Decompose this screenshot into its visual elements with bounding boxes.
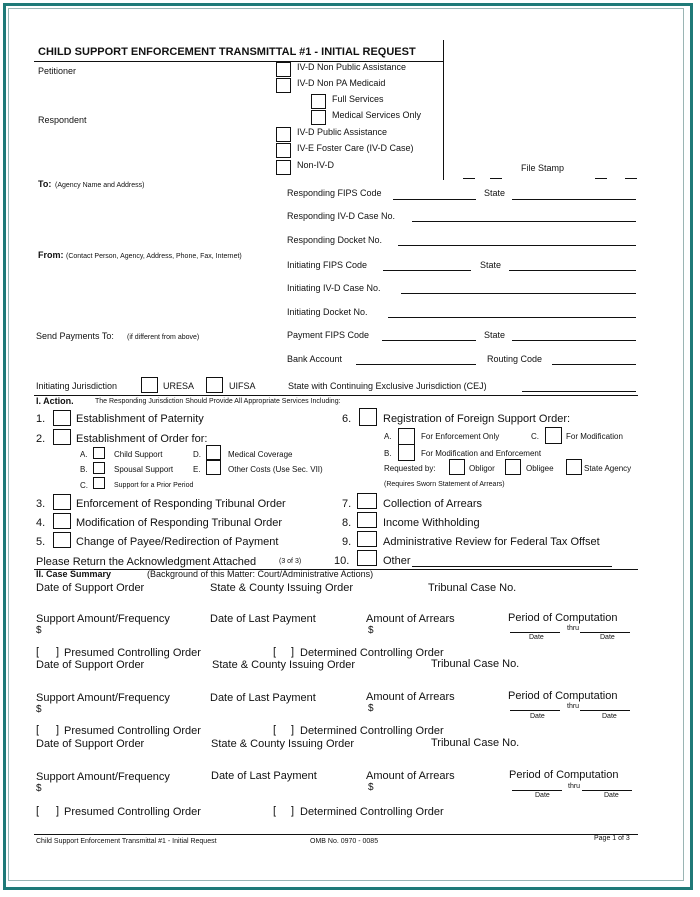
stamp-mark-3 [595,178,607,179]
item-10-number: 10. [334,555,350,567]
item-7-checkbox[interactable] [357,493,377,509]
bank-label: Bank Account [287,354,343,364]
item-7-label: Collection of Arrears [383,498,483,510]
block2-tribunal-case: Tribunal Case No. [431,658,520,670]
uresa-checkbox[interactable] [141,377,158,393]
block1-thru: thru [567,625,580,632]
pay-fips-label: Payment FIPS Code [287,330,370,340]
block2-date-to: Date [602,713,617,720]
block1-to-date-line[interactable] [580,632,630,633]
medical-only-checkbox[interactable] [311,110,326,125]
ivd-non-pa-medicaid-label: IV-D Non PA Medicaid [297,78,386,88]
block3-presumed-bracket-open[interactable]: [ [36,805,40,817]
item-2-checkbox[interactable] [53,429,71,445]
spousal-support-checkbox[interactable] [93,462,105,474]
block1-last-payment: Date of Last Payment [210,613,316,625]
case-summary-note: (Background of this Matter: Court/Administrative Actions) [147,569,374,579]
item-9-number: 9. [342,536,352,548]
init-fips-label: Initiating FIPS Code [287,260,368,270]
item-1-label: Establishment of Paternity [76,413,204,425]
block2-arrears: Amount of Arrears [366,691,455,703]
to-label: To: [38,179,52,189]
enf-only-checkbox[interactable] [398,428,415,445]
init-ivd-line[interactable] [401,293,636,294]
obligor-label: Obligor [469,464,495,473]
block2-state-county: State & County Issuing Order [212,659,356,671]
block1-arrears-dollar: $ [368,625,374,636]
prior-period-label: Support for a Prior Period [114,482,194,489]
block3-thru: thru [568,783,581,790]
block2-date-of-order: Date of Support Order [36,659,145,671]
mod-enf-label: For Modification and Enforcement [421,449,542,458]
resp-state-line[interactable] [512,199,636,200]
item-9-checkbox[interactable] [357,531,377,547]
ivd-pa-checkbox[interactable] [276,127,291,142]
item-10-checkbox[interactable] [357,550,377,566]
item-4-checkbox[interactable] [53,513,71,529]
ive-foster-checkbox[interactable] [276,143,291,158]
initiating-jurisdiction-label: Initiating Jurisdiction [36,381,118,391]
file-stamp-border-left [443,40,444,180]
item-8-label: Income Withholding [383,517,480,529]
ivd-non-pa-label: IV-D Non Public Assistance [297,62,407,72]
item-2d-letter: D. [193,450,201,459]
enf-only-label: For Enforcement Only [421,432,500,441]
stamp-mark-4 [625,178,637,179]
block2-support-amount: Support Amount/Frequency [36,692,170,704]
block2-presumed-bracket-open[interactable]: [ [36,724,40,736]
form-title: CHILD SUPPORT ENFORCEMENT TRANSMITTAL #1 - INITIAL REQUEST [38,46,416,58]
pay-fips-line[interactable] [382,340,476,341]
to-hint: (Agency Name and Address) [55,182,145,189]
item-7-number: 7. [342,498,352,510]
prior-period-checkbox[interactable] [93,477,105,489]
resp-ivd-label: Responding IV-D Case No. [287,211,396,221]
block3-date-from: Date [535,792,550,799]
return-ack-pages: (3 of 3) [279,558,302,565]
ivd-pa-label: IV-D Public Assistance [297,127,388,137]
item-2c-letter: C. [80,481,88,490]
item-2b-letter: B. [80,465,88,474]
ivd-non-pa-medicaid-checkbox[interactable] [276,78,291,93]
item-8-number: 8. [342,517,352,529]
other-costs-label: Other Costs (Use Sec. VII) [228,465,323,474]
full-services-checkbox[interactable] [311,94,326,109]
for-mod-label: For Modification [566,432,623,441]
state-agency-label: State Agency [584,464,632,473]
block3-from-date-line[interactable] [512,790,562,791]
cej-label: State with Continuing Exclusive Jurisdiction (CEJ) [288,381,487,391]
resp-state-label: State [484,188,506,198]
non-ivd-label: Non-IV-D [297,160,335,170]
other-costs-checkbox[interactable] [206,460,221,475]
block2-arrears-dollar: $ [368,703,374,714]
block2-date-from: Date [530,713,545,720]
item-6a-letter: A. [384,432,392,441]
item-2-label: Establishment of Order for: [76,433,208,445]
block2-to-date-line[interactable] [580,710,630,711]
child-support-checkbox[interactable] [93,447,105,459]
item-6b-letter: B. [384,449,392,458]
requested-by-label: Requested by: [384,464,436,473]
item-3-label: Enforcement of Responding Tribunal Order [76,498,286,510]
block3-last-payment: Date of Last Payment [211,770,317,782]
item-2e-letter: E. [193,465,201,474]
block2-period: Period of Computation [508,690,618,702]
block2-support-dollar: $ [36,704,42,715]
block3-period: Period of Computation [509,769,619,781]
block1-determined-bracket-open[interactable]: [ [273,646,277,658]
block1-date-to: Date [600,634,615,641]
block1-presumed-bracket-open[interactable]: [ [36,646,40,658]
section-divider-1 [34,395,638,396]
block1-determined-label: Determined Controlling Order [300,647,444,659]
resp-docket-label: Responding Docket No. [287,235,383,245]
send-payments-label: Send Payments To: [36,331,114,341]
action-note: The Responding Jurisdiction Should Provide All Appropriate Services Including: [95,398,341,405]
item-3-number: 3. [36,498,46,510]
case-summary-heading: II. Case Summary [36,569,112,579]
item-3-checkbox[interactable] [53,494,71,510]
uifsa-label: UIFSA [229,381,256,391]
block2-from-date-line[interactable] [510,710,560,711]
bank-line[interactable] [356,364,476,365]
send-payments-hint: (if different from above) [127,334,200,341]
item-5-checkbox[interactable] [53,532,71,548]
item-6c-letter: C. [531,432,539,441]
sworn-note: (Requires Sworn Statement of Arrears) [384,481,505,488]
block1-presumed-bracket-close: ] [56,646,60,658]
item-5-number: 5. [36,536,46,548]
obligor-checkbox[interactable] [449,459,465,475]
block3-determined-label: Determined Controlling Order [300,806,444,818]
ivd-non-pa-checkbox[interactable] [276,62,291,77]
block2-last-payment: Date of Last Payment [210,692,316,704]
block1-support-dollar: $ [36,625,42,636]
pay-state-line[interactable] [512,340,636,341]
non-ivd-checkbox[interactable] [276,160,291,175]
mod-enf-checkbox[interactable] [398,444,415,461]
obligee-label: Obligee [526,464,554,473]
footer-page: Page 1 of 3 [594,835,630,842]
init-state-line[interactable] [509,270,636,271]
block3-to-date-line[interactable] [582,790,632,791]
for-mod-checkbox[interactable] [545,427,562,444]
item-4-number: 4. [36,517,46,529]
block3-support-amount: Support Amount/Frequency [36,771,170,783]
block1-arrears: Amount of Arrears [366,613,455,625]
block3-date-of-order: Date of Support Order [36,738,145,750]
stamp-mark-1 [463,178,475,179]
item-5-label: Change of Payee/Redirection of Payment [76,536,279,548]
medical-only-label: Medical Services Only [332,110,422,120]
child-support-label: Child Support [114,450,163,459]
item-1-number: 1. [36,413,46,425]
block3-presumed-bracket-close: ] [56,805,60,817]
block2-thru: thru [567,703,580,710]
petitioner-label: Petitioner [38,66,77,76]
init-docket-line[interactable] [388,317,636,318]
block1-determined-bracket-close: ] [291,646,295,658]
block3-presumed-label: Presumed Controlling Order [64,806,201,818]
init-docket-label: Initiating Docket No. [287,307,368,317]
item-6-label: Registration of Foreign Support Order: [383,413,571,425]
block3-determined-bracket-open[interactable]: [ [273,805,277,817]
obligee-checkbox[interactable] [505,459,521,475]
block1-period: Period of Computation [508,612,618,624]
block2-presumed-bracket-close: ] [56,724,60,736]
file-stamp-label: File Stamp [521,163,565,173]
block2-determined-label: Determined Controlling Order [300,725,444,737]
init-ivd-label: Initiating IV-D Case No. [287,283,381,293]
block3-date-to: Date [604,792,619,799]
uifsa-checkbox[interactable] [206,377,223,393]
routing-label: Routing Code [487,354,543,364]
block3-arrears: Amount of Arrears [366,770,455,782]
state-agency-checkbox[interactable] [566,459,582,475]
resp-ivd-line[interactable] [412,221,636,222]
item-4-label: Modification of Responding Tribunal Order [76,517,283,529]
item-9-label: Administrative Review for Federal Tax Offset [383,536,600,548]
full-services-label: Full Services [332,94,384,104]
item-2-number: 2. [36,433,46,445]
stamp-mark-2 [490,178,502,179]
item-10-label: Other [383,555,411,567]
block1-from-date-line[interactable] [510,632,560,633]
spousal-support-label: Spousal Support [114,465,174,474]
ive-foster-label: IV-E Foster Care (IV-D Case) [297,143,414,153]
uresa-label: URESA [163,381,195,391]
block3-arrears-dollar: $ [368,782,374,793]
block3-support-dollar: $ [36,783,42,794]
item-6-number: 6. [342,413,352,425]
medical-coverage-checkbox[interactable] [206,445,221,460]
footer-divider [34,834,638,835]
init-fips-line[interactable] [383,270,471,271]
block1-support-amount: Support Amount/Frequency [36,613,170,625]
item-2a-letter: A. [80,450,88,459]
item-10-line[interactable] [412,566,612,567]
block1-tribunal-case: Tribunal Case No. [428,582,517,594]
resp-fips-line[interactable] [393,199,476,200]
routing-line[interactable] [552,364,636,365]
item-1-checkbox[interactable] [53,410,71,426]
resp-docket-line[interactable] [398,245,636,246]
return-ack-label: Please Return the Acknowledgment Attached [36,556,257,568]
block3-tribunal-case: Tribunal Case No. [431,737,520,749]
respondent-label: Respondent [38,115,87,125]
from-label: From: [38,250,64,260]
block3-determined-bracket-close: ] [291,805,295,817]
pay-state-label: State [484,330,506,340]
block1-date-from: Date [529,634,544,641]
block1-presumed-label: Presumed Controlling Order [64,647,201,659]
block2-determined-bracket-open[interactable]: [ [273,724,277,736]
resp-fips-label: Responding FIPS Code [287,188,382,198]
item-6-checkbox[interactable] [359,408,377,426]
block2-determined-bracket-close: ] [291,724,295,736]
from-hint: (Contact Person, Agency, Address, Phone, Fax, Internet) [66,253,242,260]
footer-omb: OMB No. 0970 - 0085 [310,838,379,845]
block1-state-county: State & County Issuing Order [210,582,354,594]
block2-presumed-label: Presumed Controlling Order [64,725,201,737]
action-heading: I. Action. [36,396,74,406]
item-8-checkbox[interactable] [357,512,377,528]
medical-coverage-label: Medical Coverage [228,450,293,459]
cej-line[interactable] [522,391,636,392]
footer-form-name: Child Support Enforcement Transmittal #1 - Initial Request [36,838,217,845]
block1-date-of-order: Date of Support Order [36,582,145,594]
block3-state-county: State & County Issuing Order [211,738,355,750]
init-state-label: State [480,260,502,270]
